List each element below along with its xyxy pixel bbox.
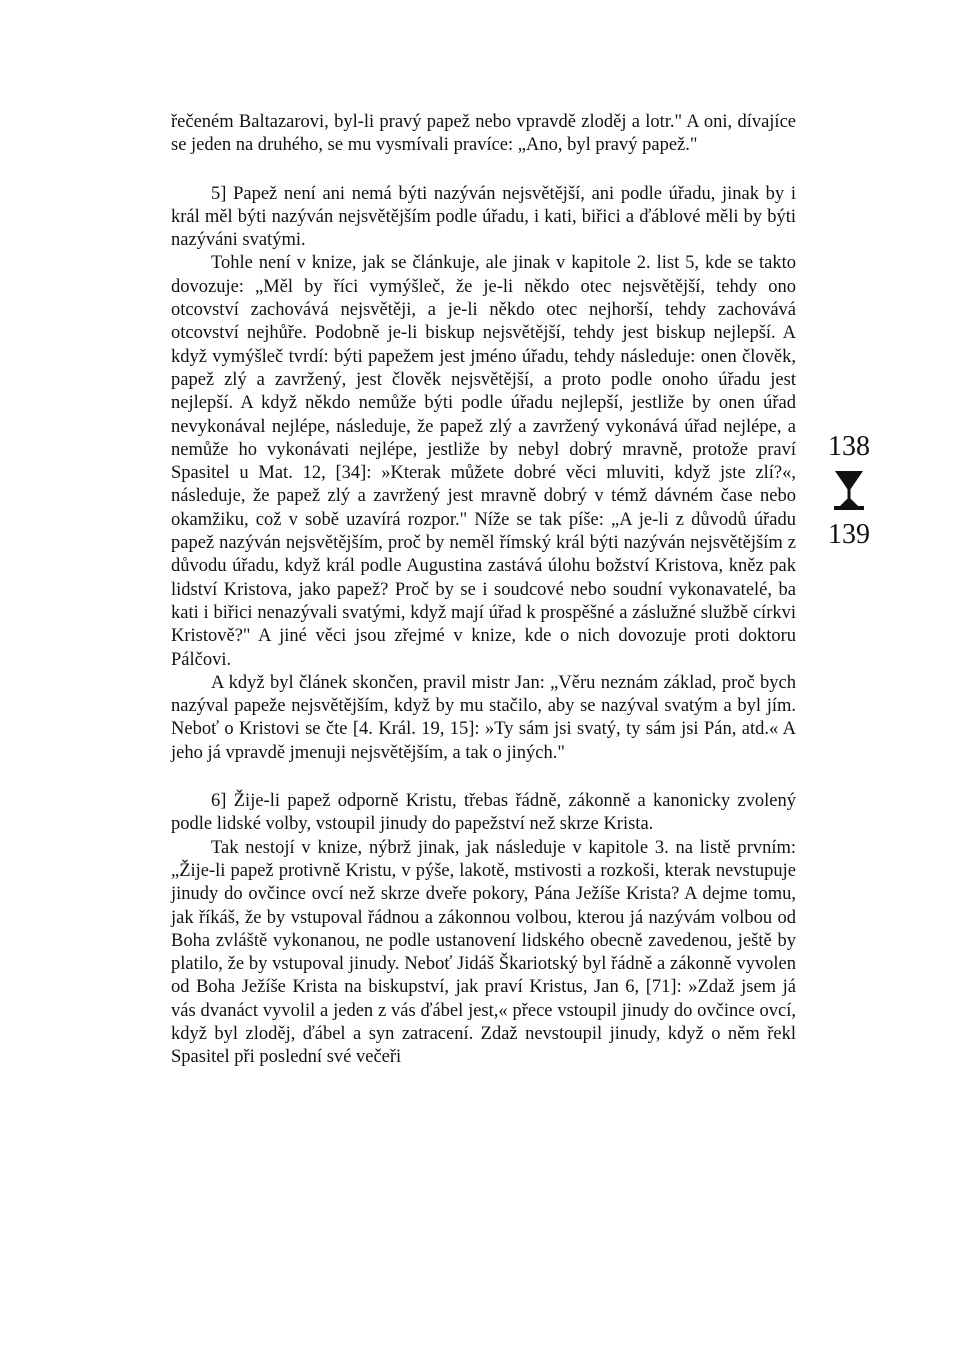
paragraph-2: 5] Papež není ani nemá býti nazýván nejsvětější, ani podle úřadu, jinak by i král měl býti nazýván nejsvětějším podle úřadu, i kati, biřici a ďáblové měli by býti nazýváni svatými.	[171, 183, 796, 251]
chalice-icon	[832, 470, 866, 512]
margin-page-marker	[812, 432, 886, 550]
paragraph-5: 6] Žije-li papež odporně Kristu, třebas řádně, zákonně a kanonicky zvolený podle lidské volby, vstoupil jinudy do papežství než skrze Krista.	[171, 791, 796, 835]
paragraph-6: Tak nestojí v knize, nýbrž jinak, jak následuje v kapitole 3. na listě prvním: „Žije-li papež protivně Kristu, v pýše, lakotě, mstivosti a rozkoši, kterak nevstupuje jinudy do ovčince ovcí než skrze dveře pokory, Pána Ježíše Krista? A dejme tomu, jak říkáš, že by vstupoval řádnou a zákonnou volbou, kterou já nazývám volbou od Boha zvláště vykonanou, ne podle ustanovení lidského obecně zavedenou, ještě by platilo, že by vstupoval jinudy. Neboť Jidáš Škariotský byl řádně a zákonně vyvolen od Boha Ježíše Krista na biskupství, jak praví Kristus, Jan 6, [71]: »Zdaž jsem já vás dvanáct vyvolil a jeden z vás ďábel jest,« přece vstoupil jinudy do ovčince ovcí, když byl zloděj, ďábel a syn zatracení. Zdaž nevstoupil jinudy, když o něm řekl Spasitel při poslední své večeři	[171, 837, 796, 1068]
paragraph-1: řečeném Baltazarovi, byl-li pravý papež nebo vpravdě zloděj a lotr." A oni, dívajíce se jeden na druhého, se mu vysmívali pravíce: „Ano, byl pravý papež."	[171, 112, 796, 156]
paragraph-3: Tohle není v knize, jak se článkuje, ale jinak v kapitole 2. list 5, kde se takto dovozuje: „Měl by říci vymýšleč, že je-li někdo otec nejsvětější, tehdy ono otcovství zachovává nejsvětěji, a je-li někdo otec nejhorší, tehdy zachovává otcovství nejhůře. Podobně je-li biskup nejsvětější, tehdy jest biskup nejlepší. A když vymýšleč tvrdí: býti papežem jest jméno úřadu, tehdy následuje: onen člověk, papež zlý a zavržený, jest člověk nejsvětější, a proto podle onoho úřadu jest nejlepší. A když někdo nemůže býti podle úřadu nejlepší, jestliže by onen úřad nevykonával nejlépe, následuje, že papež zlý a zavržený vykonává úřad nejlépe, a nemůže ho vykonávati nejlépe, jestliže by nebyl dobrý mravně, protože praví Spasitel u Mat. 12, [34]: »Kterak můžete dobré věci mluviti, když jste zlí?«, následuje, že papež zlý a zavržený jest mravně dobrý v témž dávném čase nebo okamžiku, což v sobě uzavírá rozpor." Níže se tak píše: „A je-li z důvodů úřadu papež nazýván nejsvětějším, proč by neměl římský král býti nazýván nejsvětějším z důvodu úřadu, když král podle Augustina zastává úlohu božství Kristova, kněz pak lidství Kristova, jako papež? Proč by se i soudcové nebo soudní vykonavatelé, ba kati i biřici nenazývali svatými, když mají úřad k prospěšné a záslužné službě církvi Kristově?" A jiné věci jsou zřejmé v knize, kde o nich dovozuje proti doktoru Pálčovi.	[171, 253, 796, 670]
main-text	[171, 111, 796, 1070]
paragraph-4: A když byl článek skončen, pravil mistr Jan: „Věru neznám základ, proč bych nazýval papeže nejsvětějším, když by mu stačilo, aby se nazýval svatým a byl jím. Neboť o Kristovi se čte [4. Král. 19, 15]: »Ty sám jsi svatý, ty sám jsi Pán, atd.« A jeho já vpravdě jmenuji nejsvětějším, a tak o jiných."	[171, 672, 796, 763]
original-page-number-top: 138	[828, 431, 870, 462]
original-page-number-bottom: 139	[828, 519, 870, 550]
